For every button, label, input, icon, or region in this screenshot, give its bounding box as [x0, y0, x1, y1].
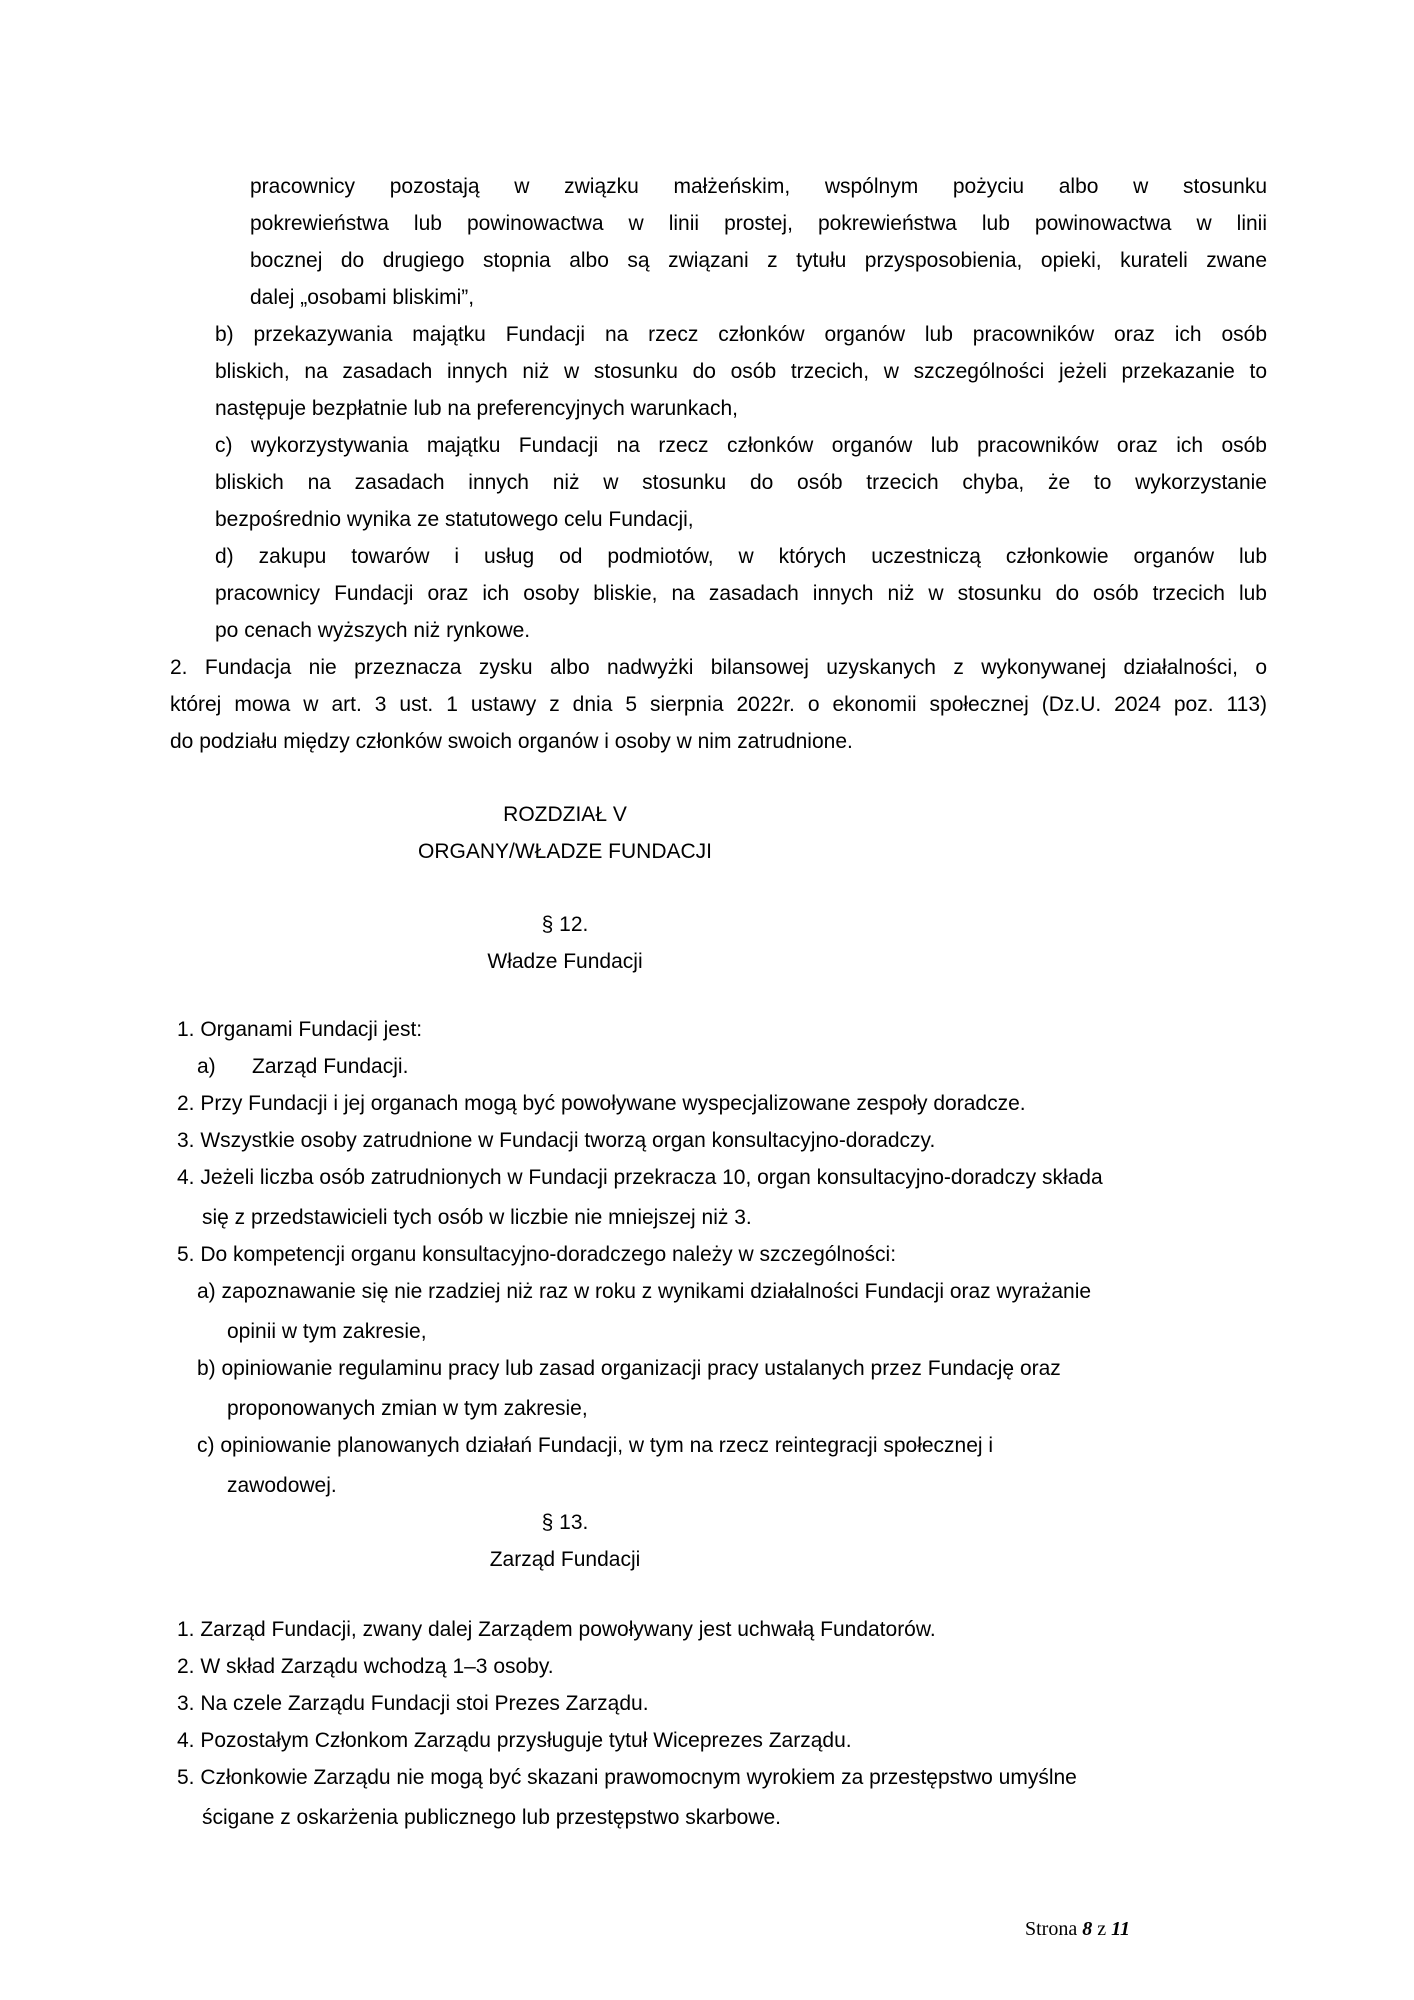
paragraph-a-continuation [170, 168, 1267, 316]
paragraph-line: bliskich na zasadach innych niż w stosunku do osób trzecich chyba, że to wykorzystanie [215, 471, 1267, 494]
list-item-continuation: zawodowej. [227, 1474, 337, 1497]
section-13-list [170, 1611, 1267, 1836]
list-item-continuation: proponowanych zmian w tym zakresie, [227, 1397, 588, 1420]
paragraph-line: c) wykorzystywania majątku Fundacji na rzecz członków organów lub pracowników oraz ich osób [215, 434, 1267, 457]
page-footer [170, 1916, 1267, 1942]
paragraph-line: d) zakupu towarów i usług od podmiotów, w których uczestniczą członkowie organów lub [215, 545, 1267, 568]
paragraph-line: bliskich, na zasadach innych niż w stosunku do osób trzecich, w szczególności jeżeli przekazanie to [215, 360, 1267, 383]
section-12-number: § 12. [541, 913, 589, 936]
list-item-c [170, 427, 1267, 538]
list-item: c) opiniowanie planowanych działań Fundacji, w tym na rzecz reintegracji społecznej i [197, 1434, 994, 1457]
list-item: 2. W skład Zarządu wchodzą 1–3 osoby. [177, 1655, 554, 1678]
footer-page-number: 8 [1082, 1918, 1093, 1940]
list-item-text: Zarząd Fundacji. [252, 1055, 409, 1078]
section-12-title: Władze Fundacji [487, 950, 643, 973]
list-item: 3. Na czele Zarządu Fundacji stoi Prezes Zarządu. [177, 1692, 649, 1715]
paragraph-line: 2. Fundacja nie przeznacza zysku albo nadwyżki bilansowej uzyskanych z wykonywanej działalności, o [170, 656, 1267, 679]
paragraph-line: następuje bezpłatnie lub na preferencyjnych warunkach, [215, 397, 739, 420]
list-item-continuation: opinii w tym zakresie, [227, 1320, 427, 1343]
list-item: 4. Pozostałym Członkom Zarządu przysługuje tytuł Wiceprezes Zarządu. [177, 1729, 852, 1752]
paragraph-line: pokrewieństwa lub powinowactwa w linii prostej, pokrewieństwa lub powinowactwa w linii [250, 212, 1267, 235]
section-13-number: § 13. [541, 1511, 589, 1534]
list-item: 4. Jeżeli liczba osób zatrudnionych w Fundacji przekracza 10, organ konsultacyjno-doradczy składa [177, 1166, 1103, 1189]
list-item: 5. Członkowie Zarządu nie mogą być skazani prawomocnym wyrokiem za przestępstwo umyślne [177, 1766, 1077, 1789]
footer-total-pages: 11 [1111, 1918, 1130, 1940]
list-item-continuation: się z przedstawicieli tych osób w liczbie nie mniejszej niż 3. [202, 1206, 752, 1229]
footer-of: z [1097, 1918, 1107, 1940]
paragraph-line: której mowa w art. 3 ust. 1 ustawy z dnia 5 sierpnia 2022r. o ekonomii społecznej (Dz.U. 2024 poz. 113) [170, 693, 1267, 716]
section-12-list [170, 1011, 1267, 1504]
list-item [170, 1048, 1267, 1085]
list-item: 1. Organami Fundacji jest: [177, 1018, 423, 1041]
paragraph-line: po cenach wyższych niż rynkowe. [215, 619, 531, 642]
paragraph-line: bocznej do drugiego stopnia albo są związani z tytułu przysposobienia, opieki, kurateli zwane [250, 249, 1267, 272]
chapter-subtitle: ORGANY/WŁADZE FUNDACJI [417, 840, 713, 863]
list-item-label: a) [197, 1055, 216, 1078]
paragraph-line: b) przekazywania majątku Fundacji na rzecz członków organów lub pracowników oraz ich osób [215, 323, 1267, 346]
paragraph-line: dalej „osobami bliskimi”, [250, 286, 475, 309]
paragraph-line: bezpośrednio wynika ze statutowego celu Fundacji, [215, 508, 694, 531]
list-item: b) opiniowanie regulaminu pracy lub zasad organizacji pracy ustalanych przez Fundację oraz [197, 1357, 1061, 1380]
paragraph-line: pracownicy pozostają w związku małżeńskim, wspólnym pożyciu albo w stosunku [250, 175, 1267, 198]
list-item: 2. Przy Fundacji i jej organach mogą być powoływane wyspecjalizowane zespoły doradcze. [177, 1092, 1026, 1115]
list-item: 1. Zarząd Fundacji, zwany dalej Zarządem powoływany jest uchwałą Fundatorów. [177, 1618, 936, 1641]
footer-label: Strona [1024, 1918, 1078, 1940]
list-item-continuation: ścigane z oskarżenia publicznego lub przestępstwo skarbowe. [202, 1806, 781, 1829]
list-item-d [170, 538, 1267, 649]
chapter-title: ROZDZIAŁ V [503, 803, 627, 826]
paragraph-line: do podziału między członków swoich organów i osoby w nim zatrudnione. [170, 730, 853, 753]
list-item: 5. Do kompetencji organu konsultacyjno-doradczego należy w szczególności: [177, 1243, 897, 1266]
paragraph-line: pracownicy Fundacji oraz ich osoby bliskie, na zasadach innych niż w stosunku do osób trzecich lub [215, 582, 1267, 605]
section-13-title: Zarząd Fundacji [489, 1548, 641, 1571]
list-item: a) zapoznawanie się nie rzadziej niż raz w roku z wynikami działalności Fundacji oraz wyrażanie [197, 1280, 1092, 1303]
paragraph-2 [170, 649, 1267, 760]
list-item: 3. Wszystkie osoby zatrudnione w Fundacji tworzą organ konsultacyjno-doradczy. [177, 1129, 936, 1152]
list-item-b [170, 316, 1267, 427]
